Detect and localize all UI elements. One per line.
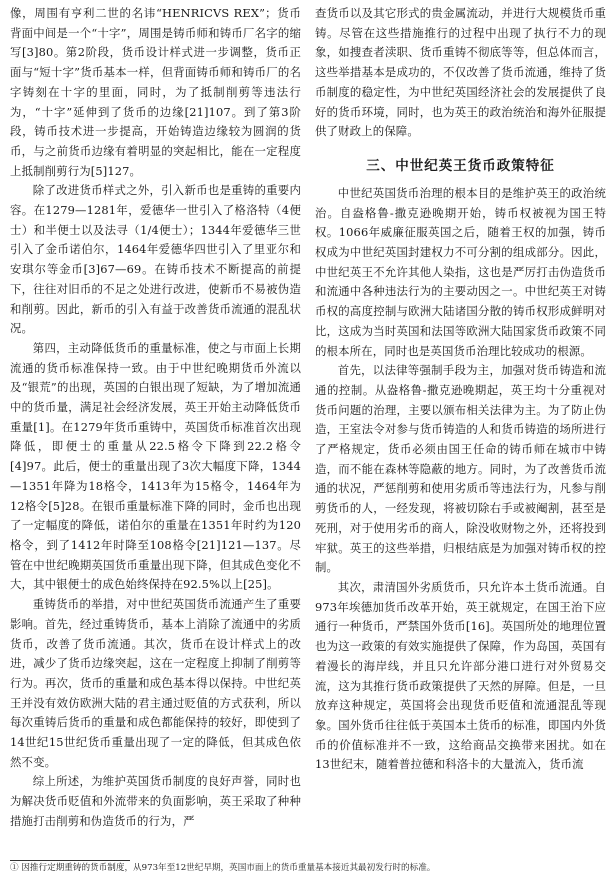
paragraph: 第四，主动降低货币的重量标准，使之与市面上长期流通的货币标准保持一致。由于中世纪晚期货币外流以及“银荒”的出现，英国的白银出现了短缺，为了增加流通中的货币量，满足社会经济发展，英王开始主动降低货币重量[1]。在1279年货币重铸中，英国货币标准首次出现降低，即便士的重量从22.5格令下降到22.2格令[4]97。此后，便士的重量出现了3次大幅度下降，1344—1351年降为18格令，1413年为15格令，1464年为12格令[5]28。在银币重量标准下降的同时，金币也出现了一定幅度的降低，诺伯尔的重量在1351年时约为120格令，到了1412年时降至108格令[21]121—137。尽管在中世纪晚期英国货币重量出现下降，但其成色变化不大，其中银便士的成色始终保持在92.5%以上[25]。 bbox=[10, 340, 301, 592]
paragraph: 其次，肃清国外劣质货币，只允许本土货币流通。自973年埃德加货币改革开始，英王就规定，在国王治下应通行一种货币，严禁国外货币[16]。英国所处的地理位置也为这一政策的有效实施提供了保障，作为岛国，英国有着漫长的海岸线，并且只允许部分港口进行对外贸易交流，这为其推行货币政策提供了天然的屏障。但是，一旦放弃这种规定，英国将会出现货币贬值和流通混乱等现象。国外货币往往低于英国本土货币的标准，即国内外货币的价值标准并不一致，这给商品交换带来困扰。如在13世纪末，随着普拉德和科洛卡的大量流入，货币流 bbox=[315, 579, 606, 772]
right-column-top-text bbox=[315, 4, 606, 142]
paragraph: 首先，以法律等强制手段为主，加强对货币铸造和流通的控制。从盎格鲁-撒克逊晚期起，英王均十分重视对货币问题的治理，主要以颁布相关法律为主。为了防止伪造，王室法令对参与货币铸造的人和货币铸造的场所进行了严格规定，货币必须由国王任命的铸币师在城市中铸造，而不能在森林等隐蔽的地方。同时，为了改善货币流通的状况，严惩削剪和使用劣质币等违法行为，凡参与削剪货币的人，一经发现，将被切除右手或被阉割，甚至是死刑，对于使用劣币的商人，除没收财物之外，还将投到牢狱。英王的这些举措，归根结底是为加强对铸币权的控制。 bbox=[315, 363, 606, 575]
paragraph: 像，周围有亨利二世的名讳“HENRICVS REX”；货币背面中间是一个“十字”，周围是铸币师和铸币厂名字的缩写[3]80。第2阶段，货币设计样式进一步调整，货币正面与“短十字”货币基本一样，但背面铸币师和铸币厂的名字铸刻在十字的里面，同时，为了抵制削剪等违法行为，“十字”延伸到了货币的边缘[21]107。到了第3阶段，铸币技术进一步提高，开始铸造边缘较为圆润的货币，与之前货币边缘有着明显的突起相比，能在一定程度上抵制削剪行为[5]127。 bbox=[10, 6, 301, 178]
footnote-divider bbox=[10, 860, 130, 861]
paragraph: 重铸货币的举措，对中世纪英国货币流通产生了重要影响。首先，经过重铸货币，基本上消除了流通中的劣质货币，改善了货币流通。其次，货币在设计样式上的改进，减少了货币边缘突起，这在一定程度上抑制了削剪等行为。再次，货币的重量和成色基本得以保持。中世纪英王并没有效仿欧洲大陆的君主通过贬值的方式获利，所以每次重铸后货币的重量和成色都能保持的较好，即使到了14世纪15世纪货币重量出现了一定的降低，但其成色依然不变。 bbox=[10, 597, 301, 769]
left-column bbox=[10, 4, 301, 862]
paragraph: 中世纪英国货币治理的根本目的是维护英王的政治统治。自盎格鲁-撒克逊晚期开始，铸币权被视为国王特权。1066年威廉征服英国之后，随着王权的加强，铸币权成为中世纪英国封建权力不可分割的组成部分。因此，中世纪英王不允许其他人染指，这也是严厉打击伪造货币和流通中各种违法行为的主要动因之一。中世纪英王对铸币权的高度控制与欧洲大陆诸国分散的铸币权形成鲜明对比，这成为当时英国和法国等欧洲大陆国家货币政策不同的根本所在，同时也是英国货币治理比较成功的根源。 bbox=[315, 185, 606, 358]
paragraph: 综上所述，为维护英国货币制度的良好声誉，同时也为解决货币贬值和外流带来的负面影响，英王采取了种种措施打击削剪和伪造货币的行为，严 bbox=[10, 774, 301, 828]
right-column bbox=[315, 4, 606, 862]
section-heading: 三、中世纪英王货币政策特征 bbox=[366, 157, 555, 174]
footnote: ① 因推行定期重铸的货币制度，从973年至12世纪早期，英国市面上的货币重量基本接近其最初发行时的标准。 bbox=[10, 863, 436, 873]
paragraph: 除了改进货币样式之外，引入新币也是重铸的重要内容。在1279—1281年，爱德华一世引入了格洛特（4便士）和半便士以及法寻（1/4便士）；1344年爱德华三世引入了金币诺伯尔，1464年爱德华四世引入了里亚尔和安琪尔等金币[3]67—69。在铸币技术不断提高的前提下，往往对旧币的不足之处进行改进，使新币不易被伪造和削剪。因此，新币的引入有益于改善货币流通的混乱状况。 bbox=[10, 183, 301, 336]
two-column-layout bbox=[10, 4, 606, 862]
right-column-bottom-text bbox=[315, 184, 606, 775]
paragraph: 查货币以及其它形式的贵金属流动，并进行大规模货币重铸。尽管在这些措施推行的过程中出现了执行不力的现象，如捜查者渎职、货币重铸不彻底等等，但总体而言，这些举措基本是成功的，不仅改善了货币流通，维持了货币制度的稳定性，为中世纪英国经济社会的发展提供了良好的货币环境，同时，也为英王的政治统治和海外征服提供了财政上的保障。 bbox=[315, 6, 606, 139]
